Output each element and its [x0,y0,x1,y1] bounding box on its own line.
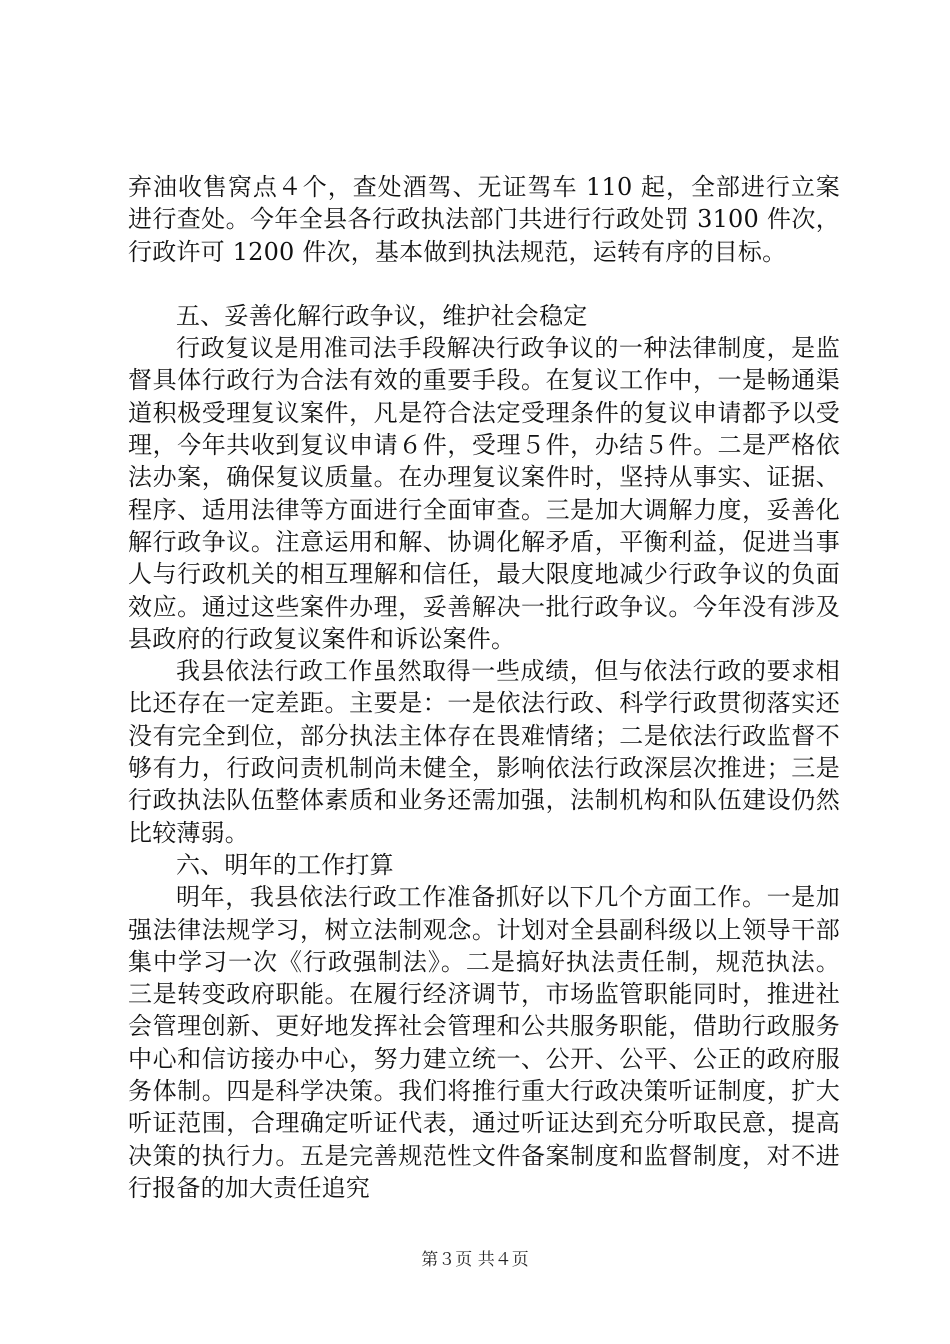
page-number-footer: 第３页 共４页 [421,1250,529,1270]
paragraph-enforcement-summary: 弃油收售窝点４个，查处酒驾、无证驾车 110 起，全部进行立案进行查处。今年全县各行政执法部门共进行行政处罚 3100 件次，行政许可 1200 件次，基本做到执法规范，运转有序的目标。 [128,173,840,266]
paragraph-shortcomings: 我县依法行政工作虽然取得一些成绩，但与依法行政的要求相比还存在一定差距。主要是：一是依法行政、科学行政贯彻落实还没有完全到位，部分执法主体存在畏难情绪；二是依法行政监督不够有力，行政问责机制尚未健全，影响依法行政深层次推进；三是行政执法队伍整体素质和业务还需加强，法制机构和队伍建设仍然比较薄弱。 [128,657,840,847]
section-heading-six: 六、明年的工作打算 [176,850,394,879]
section-heading-five: 五、妥善化解行政争议，维护社会稳定 [176,301,588,330]
document-body [128,171,840,1204]
paragraph-next-year-plan: 明年，我县依法行政工作准备抓好以下几个方面工作。一是加强法律法规学习，树立法制观念。计划对全县副科级以上领导干部集中学习一次《行政强制法》。二是搞好执法责任制，规范执法。三是转变政府职能。在履行经济调节，市场监管职能同时，推进社会管理创新、更好地发挥社会管理和公共服务职能，借助行政服务中心和信访接办中心，努力建立统一、公开、公平、公正的政府服务体制。四是科学决策。我们将推行重大行政决策听证制度，扩大听证范围，合理确定听证代表，通过听证达到充分听取民意，提高决策的执行力。五是完善规范性文件备案制度和监督制度，对不进行报备的加大责任追究 [128,883,840,1202]
paragraph-administrative-review: 行政复议是用准司法手段解决行政争议的一种法律制度，是监督具体行政行为合法有效的重要手段。在复议工作中，一是畅通渠道积极受理复议案件，凡是符合法定受理条件的复议申请都予以受理，今年共收到复议申请６件，受理５件，办结５件。二是严格依法办案，确保复议质量。在办理复议案件时，坚持从事实、证据、程序、适用法律等方面进行全面审查。三是加大调解力度，妥善化解行政争议。注意运用和解、协调化解矛盾，平衡利益，促进当事人与行政机关的相互理解和信任，最大限度地减少行政争议的负面效应。通过这些案件办理，妥善解决一批行政争议。今年没有涉及县政府的行政复议案件和诉讼案件。 [128,334,840,653]
